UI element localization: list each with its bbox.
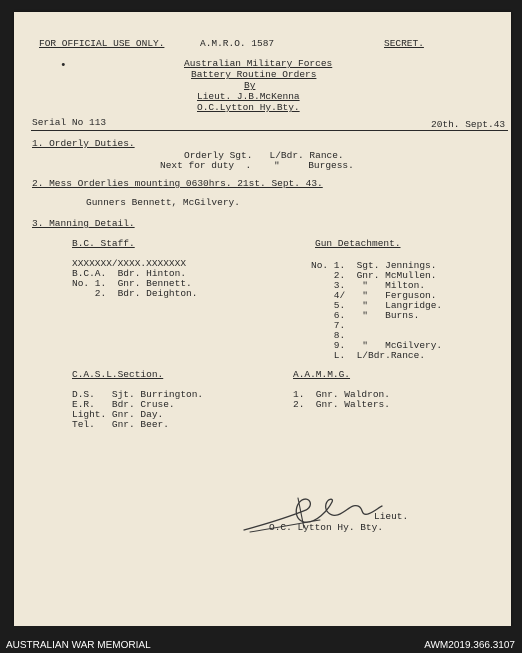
section-1-heading: 1. Orderly Duties. — [32, 138, 135, 149]
title-line-2: Battery Routine Orders — [191, 69, 317, 80]
section-3-heading: 3. Manning Detail. — [32, 218, 135, 229]
ink-mark: • — [60, 60, 67, 72]
bc-staff-line: B.C.A. Bdr. Hinton. — [72, 268, 187, 279]
signature-rank: Lieut. — [374, 511, 409, 522]
serial-rule — [31, 130, 508, 131]
gun-detachment-line: 6. " Burns. — [311, 310, 420, 321]
title-line-1: Australian Military Forces — [184, 58, 333, 69]
casl-line: E.R. Bdr. Cruse. — [72, 399, 175, 410]
aammg-line: 1. Gnr. Waldron. — [293, 389, 390, 400]
casl-line: Light. Gnr. Day. — [72, 409, 164, 420]
bc-staff-line: XXXXXXX/XXXX.XXXXXXX — [72, 258, 187, 269]
gun-detachment-line: 3. " Milton. — [311, 280, 426, 291]
bc-staff-line: 2. Bdr. Deighton. — [72, 288, 198, 299]
casl-line: D.S. Sjt. Burrington. — [72, 389, 204, 400]
gun-detachment-line: 4/ " Ferguson. — [311, 290, 437, 301]
section-2-line: Gunners Bennett, McGilvery. — [86, 197, 240, 208]
classification-right: SECRET. — [384, 38, 424, 49]
serial-number: Serial No 113 — [32, 117, 107, 128]
document-page — [14, 12, 511, 626]
classification-left: FOR OFFICIAL USE ONLY. — [39, 38, 165, 49]
aammg-line: 2. Gnr. Walters. — [293, 399, 390, 410]
section-1-line-1: Orderly Sgt. L/Bdr. Rance. — [184, 150, 344, 161]
casl-title: C.A.S.L.Section. — [72, 369, 164, 380]
casl-line: Tel. Gnr. Beer. — [72, 419, 169, 430]
signature-title: O.C. Lytton Hy. Bty. — [269, 522, 384, 533]
gun-detachment-line: L. L/Bdr.Rance. — [311, 350, 426, 361]
title-line-5: O.C.Lytton Hy.Bty. — [197, 102, 300, 113]
gun-detachment-line: 8. — [311, 330, 346, 341]
bc-staff-title: B.C. Staff. — [72, 238, 135, 249]
gun-detachment-title: Gun Detachment. — [315, 238, 401, 249]
gun-detachment-line: 9. " McGilvery. — [311, 340, 443, 351]
gun-detachment-line: 2. Gnr. McMullen. — [311, 270, 437, 281]
title-line-4: Lieut. J.B.McKenna — [197, 91, 300, 102]
section-1-line-2: Next for duty . " Burgess. — [160, 160, 354, 171]
archive-footer — [0, 626, 522, 653]
gun-detachment-line: No. 1. Sgt. Jennings. — [311, 260, 437, 271]
order-date: 20th. Sept.43 — [431, 119, 506, 130]
amro-number: A.M.R.O. 1587 — [200, 38, 275, 49]
footer-institution: AUSTRALIAN WAR MEMORIAL — [6, 640, 151, 651]
gun-detachment-line: 7. — [311, 320, 346, 331]
bc-staff-line: No. 1. Gnr. Bennett. — [72, 278, 192, 289]
gun-detachment-line: 5. " Langridge. — [311, 300, 443, 311]
footer-accession-number: AWM2019.366.3107 — [424, 640, 515, 651]
title-line-3: By — [244, 80, 256, 91]
aammg-title: A.A.M.M.G. — [293, 369, 351, 380]
section-2-heading: 2. Mess Orderlies mounting 0630hrs. 21st. Sept. 43. — [32, 178, 323, 189]
